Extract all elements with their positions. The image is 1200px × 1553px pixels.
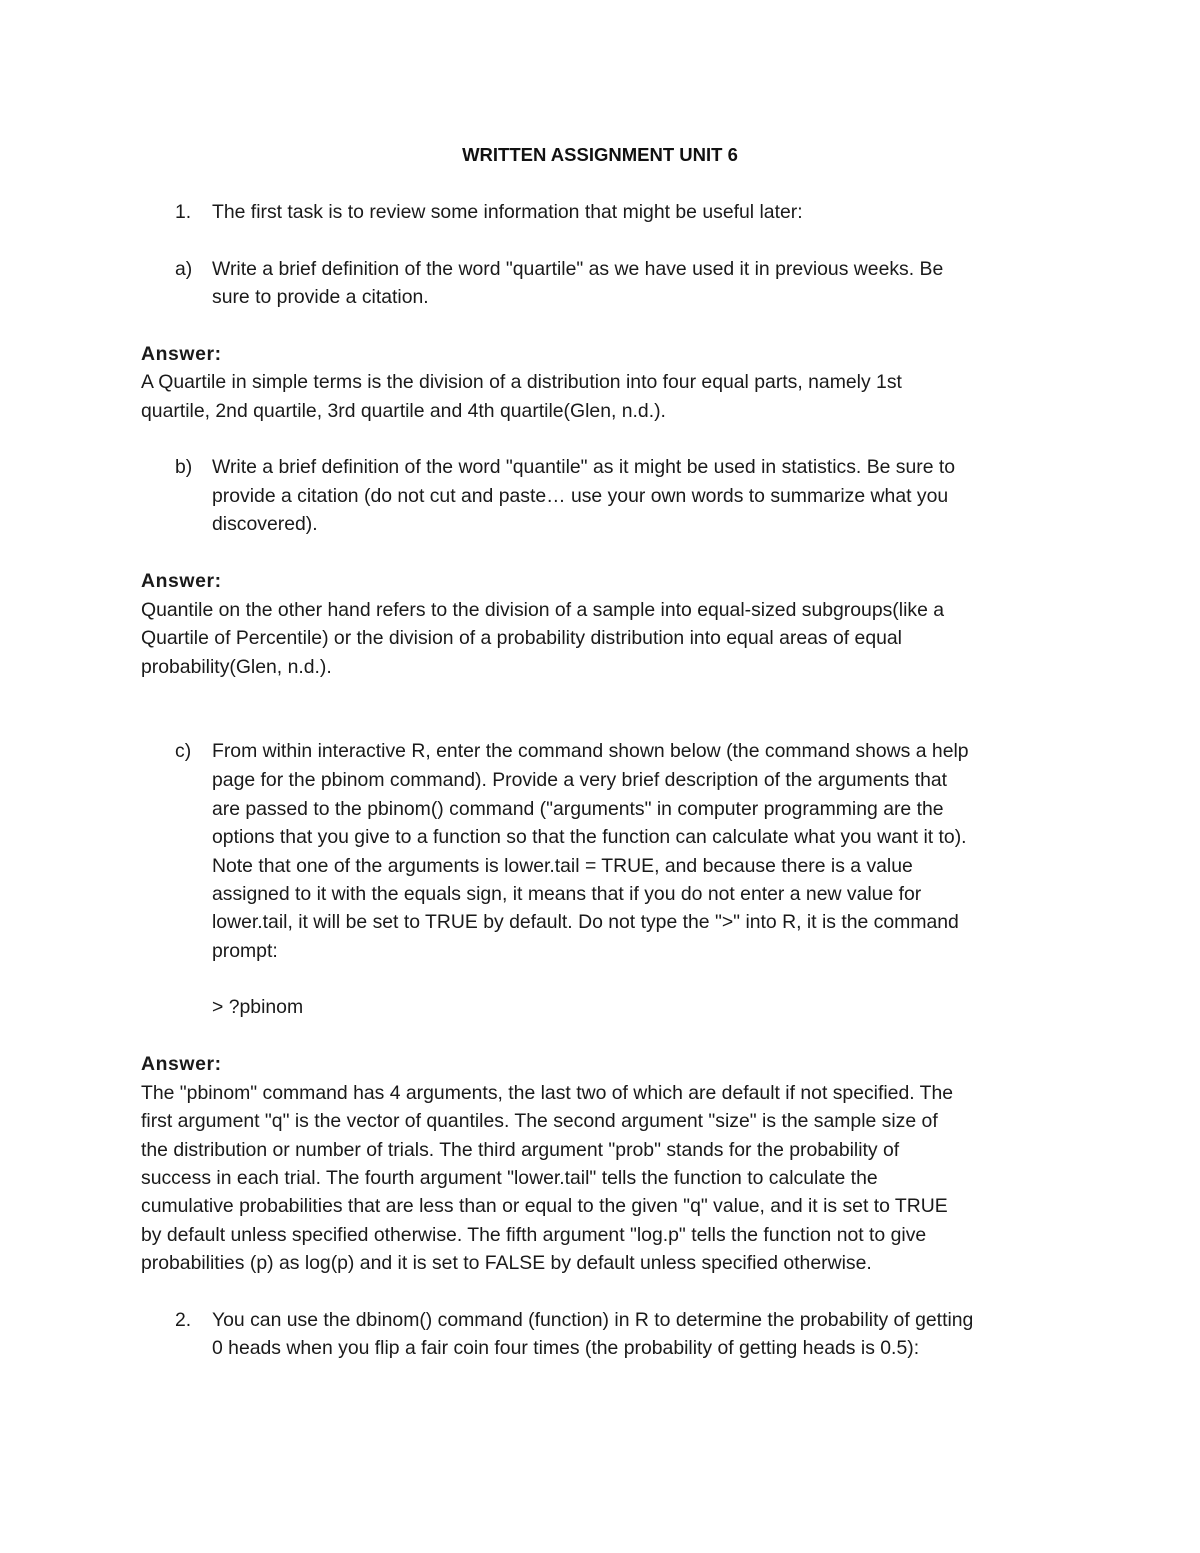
question-c-line: From within interactive R, enter the command shown below (the command shows a help [212,740,969,762]
answer-a-line: quartile, 2nd quartile, 3rd quartile and 4th quartile(Glen, n.d.). [141,400,666,422]
question-a-marker: a) [175,258,193,280]
question-c-line: lower.tail, it will be set to TRUE by default. Do not type the ">" into R, it is the command [212,911,959,933]
question-c-line: are passed to the pbinom() command ("arguments" in computer programming are the [212,798,944,820]
answer-c-line: success in each trial. The fourth argument "lower.tail" tells the function to calculate the [141,1167,878,1189]
page-title: WRITTEN ASSIGNMENT UNIT 6 [462,144,738,165]
question-1-text: The first task is to review some information that might be useful later: [212,201,803,223]
answer-b-line: Quantile on the other hand refers to the division of a sample into equal-sized subgroups(like a [141,599,945,621]
question-2-line: 0 heads when you flip a fair coin four times (the probability of getting heads is 0.5): [212,1337,920,1359]
question-b-line: provide a citation (do not cut and paste… use your own words to summarize what you [212,485,949,507]
question-c-line: assigned to it with the equals sign, it means that if you do not enter a new value for [212,883,922,905]
question-c-line: Note that one of the arguments is lower.tail = TRUE, and because there is a value [212,855,913,877]
answer-c-line: by default unless specified otherwise. The fifth argument "log.p" tells the function not to give [141,1224,927,1246]
question-b-line: discovered). [212,513,318,535]
answer-b-line: Quartile of Percentile) or the division of a probability distribution into equal areas of equal [141,627,902,649]
answer-a-line: A Quartile in simple terms is the division of a distribution into four equal parts, namely 1st [141,371,902,393]
question-b-marker: b) [175,456,193,478]
question-1-number: 1. [175,201,192,223]
question-2-number: 2. [175,1309,192,1331]
question-a-line: Write a brief definition of the word "quartile" as we have used it in previous weeks. Be [212,258,944,280]
r-command: > ?pbinom [212,996,304,1018]
question-a-line: sure to provide a citation. [212,286,429,308]
answer-label: Answer: [141,343,222,365]
question-c-line: prompt: [212,940,278,962]
question-c-line: options that you give to a function so that the function can calculate what you want it to). [212,826,967,848]
answer-b-line: probability(Glen, n.d.). [141,656,332,678]
question-c-marker: c) [175,740,192,762]
question-b-line: Write a brief definition of the word "quantile" as it might be used in statistics. Be sure to [212,456,956,478]
answer-label: Answer: [141,570,222,592]
question-c-line: page for the pbinom command). Provide a very brief description of the arguments that [212,769,948,791]
answer-c-line: first argument "q" is the vector of quantiles. The second argument "size" is the sample size of [141,1110,938,1132]
answer-label: Answer: [141,1053,222,1075]
question-2-line: You can use the dbinom() command (function) in R to determine the probability of getting [212,1309,974,1331]
answer-c-line: the distribution or number of trials. The third argument "prob" stands for the probability of [141,1139,900,1161]
answer-c-line: probabilities (p) as log(p) and it is set to FALSE by default unless specified otherwise. [141,1252,872,1274]
answer-c-line: The "pbinom" command has 4 arguments, the last two of which are default if not specified. The [141,1082,954,1104]
answer-c-line: cumulative probabilities that are less than or equal to the given "q" value, and it is set to TRUE [141,1195,948,1217]
